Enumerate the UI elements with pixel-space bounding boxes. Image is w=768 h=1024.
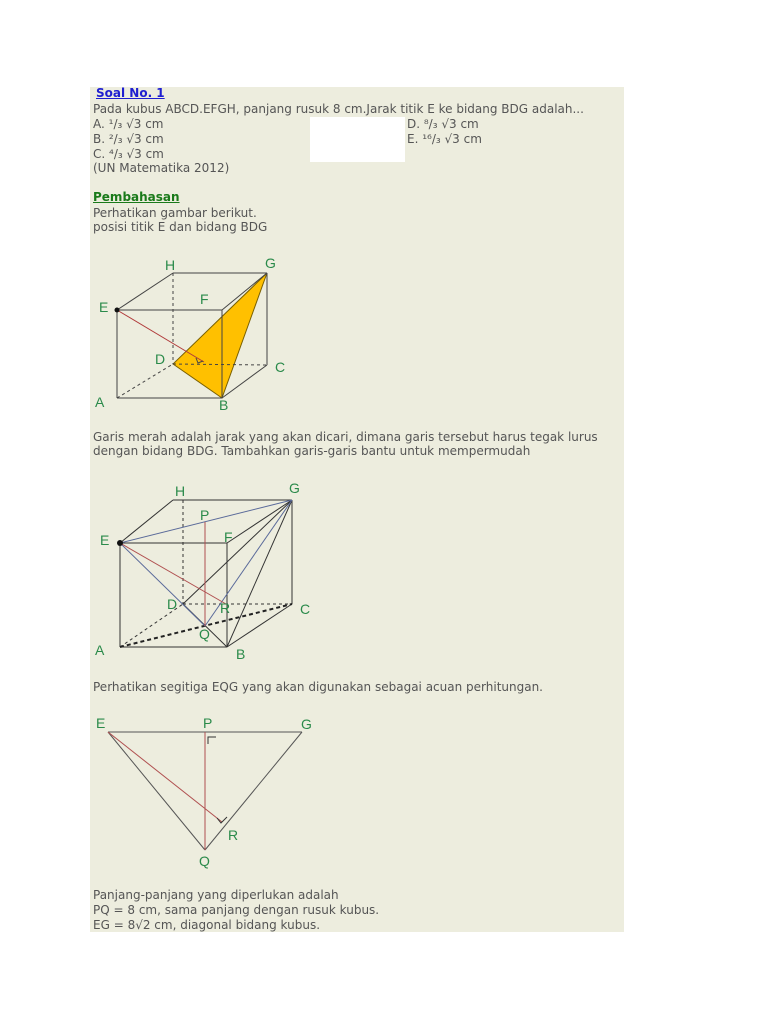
fig2-label-d: D <box>167 596 178 612</box>
discussion-line-2: posisi titik E dan bidang BDG <box>93 220 268 234</box>
fig3-label-q: Q <box>199 853 210 869</box>
plane-bdg <box>173 273 267 398</box>
discussion-line-1: Perhatikan gambar berikut. <box>93 206 257 220</box>
fig2-label-a: A <box>95 642 105 658</box>
fig3-label-g: G <box>301 716 312 732</box>
paragraph-4-line-2: PQ = 8 cm, sama panjang dengan rusuk kubus. <box>93 903 380 917</box>
fig2-label-c: C <box>300 601 311 617</box>
fig2-label-r: R <box>220 600 231 616</box>
fig1-label-d: D <box>155 351 166 367</box>
fig1-label-g: G <box>265 255 276 271</box>
fig2-label-b: B <box>236 646 246 662</box>
fig2-label-g: G <box>289 480 300 496</box>
fig2-label-f: F <box>224 529 233 545</box>
paragraph-2-line-2: dengan bidang BDG. Tambahkan garis-garis bantu untuk mempermudah <box>93 444 531 458</box>
paragraph-2-line-1: Garis merah adalah jarak yang akan dicari, dimana garis tersebut harus tegak lurus <box>93 430 598 444</box>
fig3-label-e: E <box>96 715 106 731</box>
fig1-label-c: C <box>275 359 286 375</box>
question-stem: Pada kubus ABCD.EFGH, panjang rusuk 8 cm.Jarak titik E ke bidang BDG adalah... <box>93 102 584 116</box>
paragraph-3: Perhatikan segitiga EQG yang akan digunakan sebagai acuan perhitungan. <box>93 680 543 694</box>
fig1-label-h: H <box>165 257 176 273</box>
paragraph-4-line-3: EG = 8√2 cm, diagonal bidang kubus. <box>93 918 321 932</box>
fig1-label-e: E <box>99 299 109 315</box>
cube-figure-2 <box>90 478 330 668</box>
fig3-label-p: P <box>203 715 213 731</box>
option-a: A. ¹/₃ √3 cm <box>93 117 164 131</box>
fig2-label-q: Q <box>199 626 210 642</box>
fig1-label-f: F <box>200 291 209 307</box>
option-d: D. ⁸/₃ √3 cm <box>407 117 479 131</box>
fig2-label-e: E <box>100 532 110 548</box>
paragraph-4-line-1: Panjang-panjang yang diperlukan adalah <box>93 888 339 902</box>
option-c: C. ⁴/₃ √3 cm <box>93 147 164 161</box>
fig1-label-b: B <box>219 397 229 413</box>
option-b: B. ²/₃ √3 cm <box>93 132 164 146</box>
fig3-label-r: R <box>228 827 239 843</box>
question-source: (UN Matematika 2012) <box>93 161 230 175</box>
triangle-eqg-figure <box>90 710 330 870</box>
discussion-heading: Pembahasan <box>93 190 180 204</box>
blank-box <box>310 117 405 162</box>
cube-figure-1 <box>90 250 320 425</box>
fig1-label-a: A <box>95 394 105 410</box>
option-e: E. ¹⁶/₃ √3 cm <box>407 132 482 146</box>
fig2-label-h: H <box>175 483 186 499</box>
fig2-label-p: P <box>200 507 210 523</box>
question-title-link[interactable]: Soal No. 1 <box>96 86 165 100</box>
